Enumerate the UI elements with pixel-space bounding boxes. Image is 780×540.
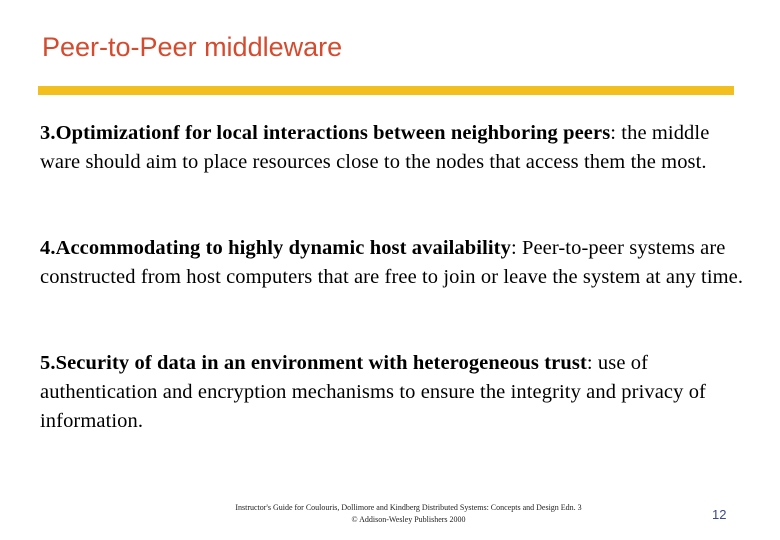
bullet-item-host-availability xyxy=(40,234,752,292)
bullet-body: : Peer-to-peer systems are constructed from host computers that are free to join or leave the system at any time. xyxy=(40,237,744,288)
title-underline-bar xyxy=(38,86,734,95)
bullet-body: : the middle ware should aim to place resources close to the nodes that access them the most. xyxy=(40,122,710,173)
page-number: 12 xyxy=(712,507,727,522)
footer-line-1: Instructor's Guide for Coulouris, Dollimore and Kindberg Distributed Systems: Concepts and Design Edn. 3 xyxy=(235,503,582,512)
bullet-heading: 4.Accommodating to highly dynamic host availability xyxy=(40,237,511,259)
footer-line-2: © Addison-Wesley Publishers 2000 xyxy=(351,515,466,524)
slide-title: Peer-to-Peer middleware xyxy=(42,32,343,62)
bullet-heading: 3.Optimizationf for local interactions between neighboring peers xyxy=(40,122,611,144)
bullet-heading: 5.Security of data in an environment with heterogeneous trust xyxy=(40,352,587,374)
bullet-item-security xyxy=(40,349,752,436)
bullet-body: : use of authentication and encryption mechanisms to ensure the integrity and privacy of information. xyxy=(40,352,706,432)
footer-credit xyxy=(150,502,667,526)
bullet-item-optimization xyxy=(40,119,752,177)
